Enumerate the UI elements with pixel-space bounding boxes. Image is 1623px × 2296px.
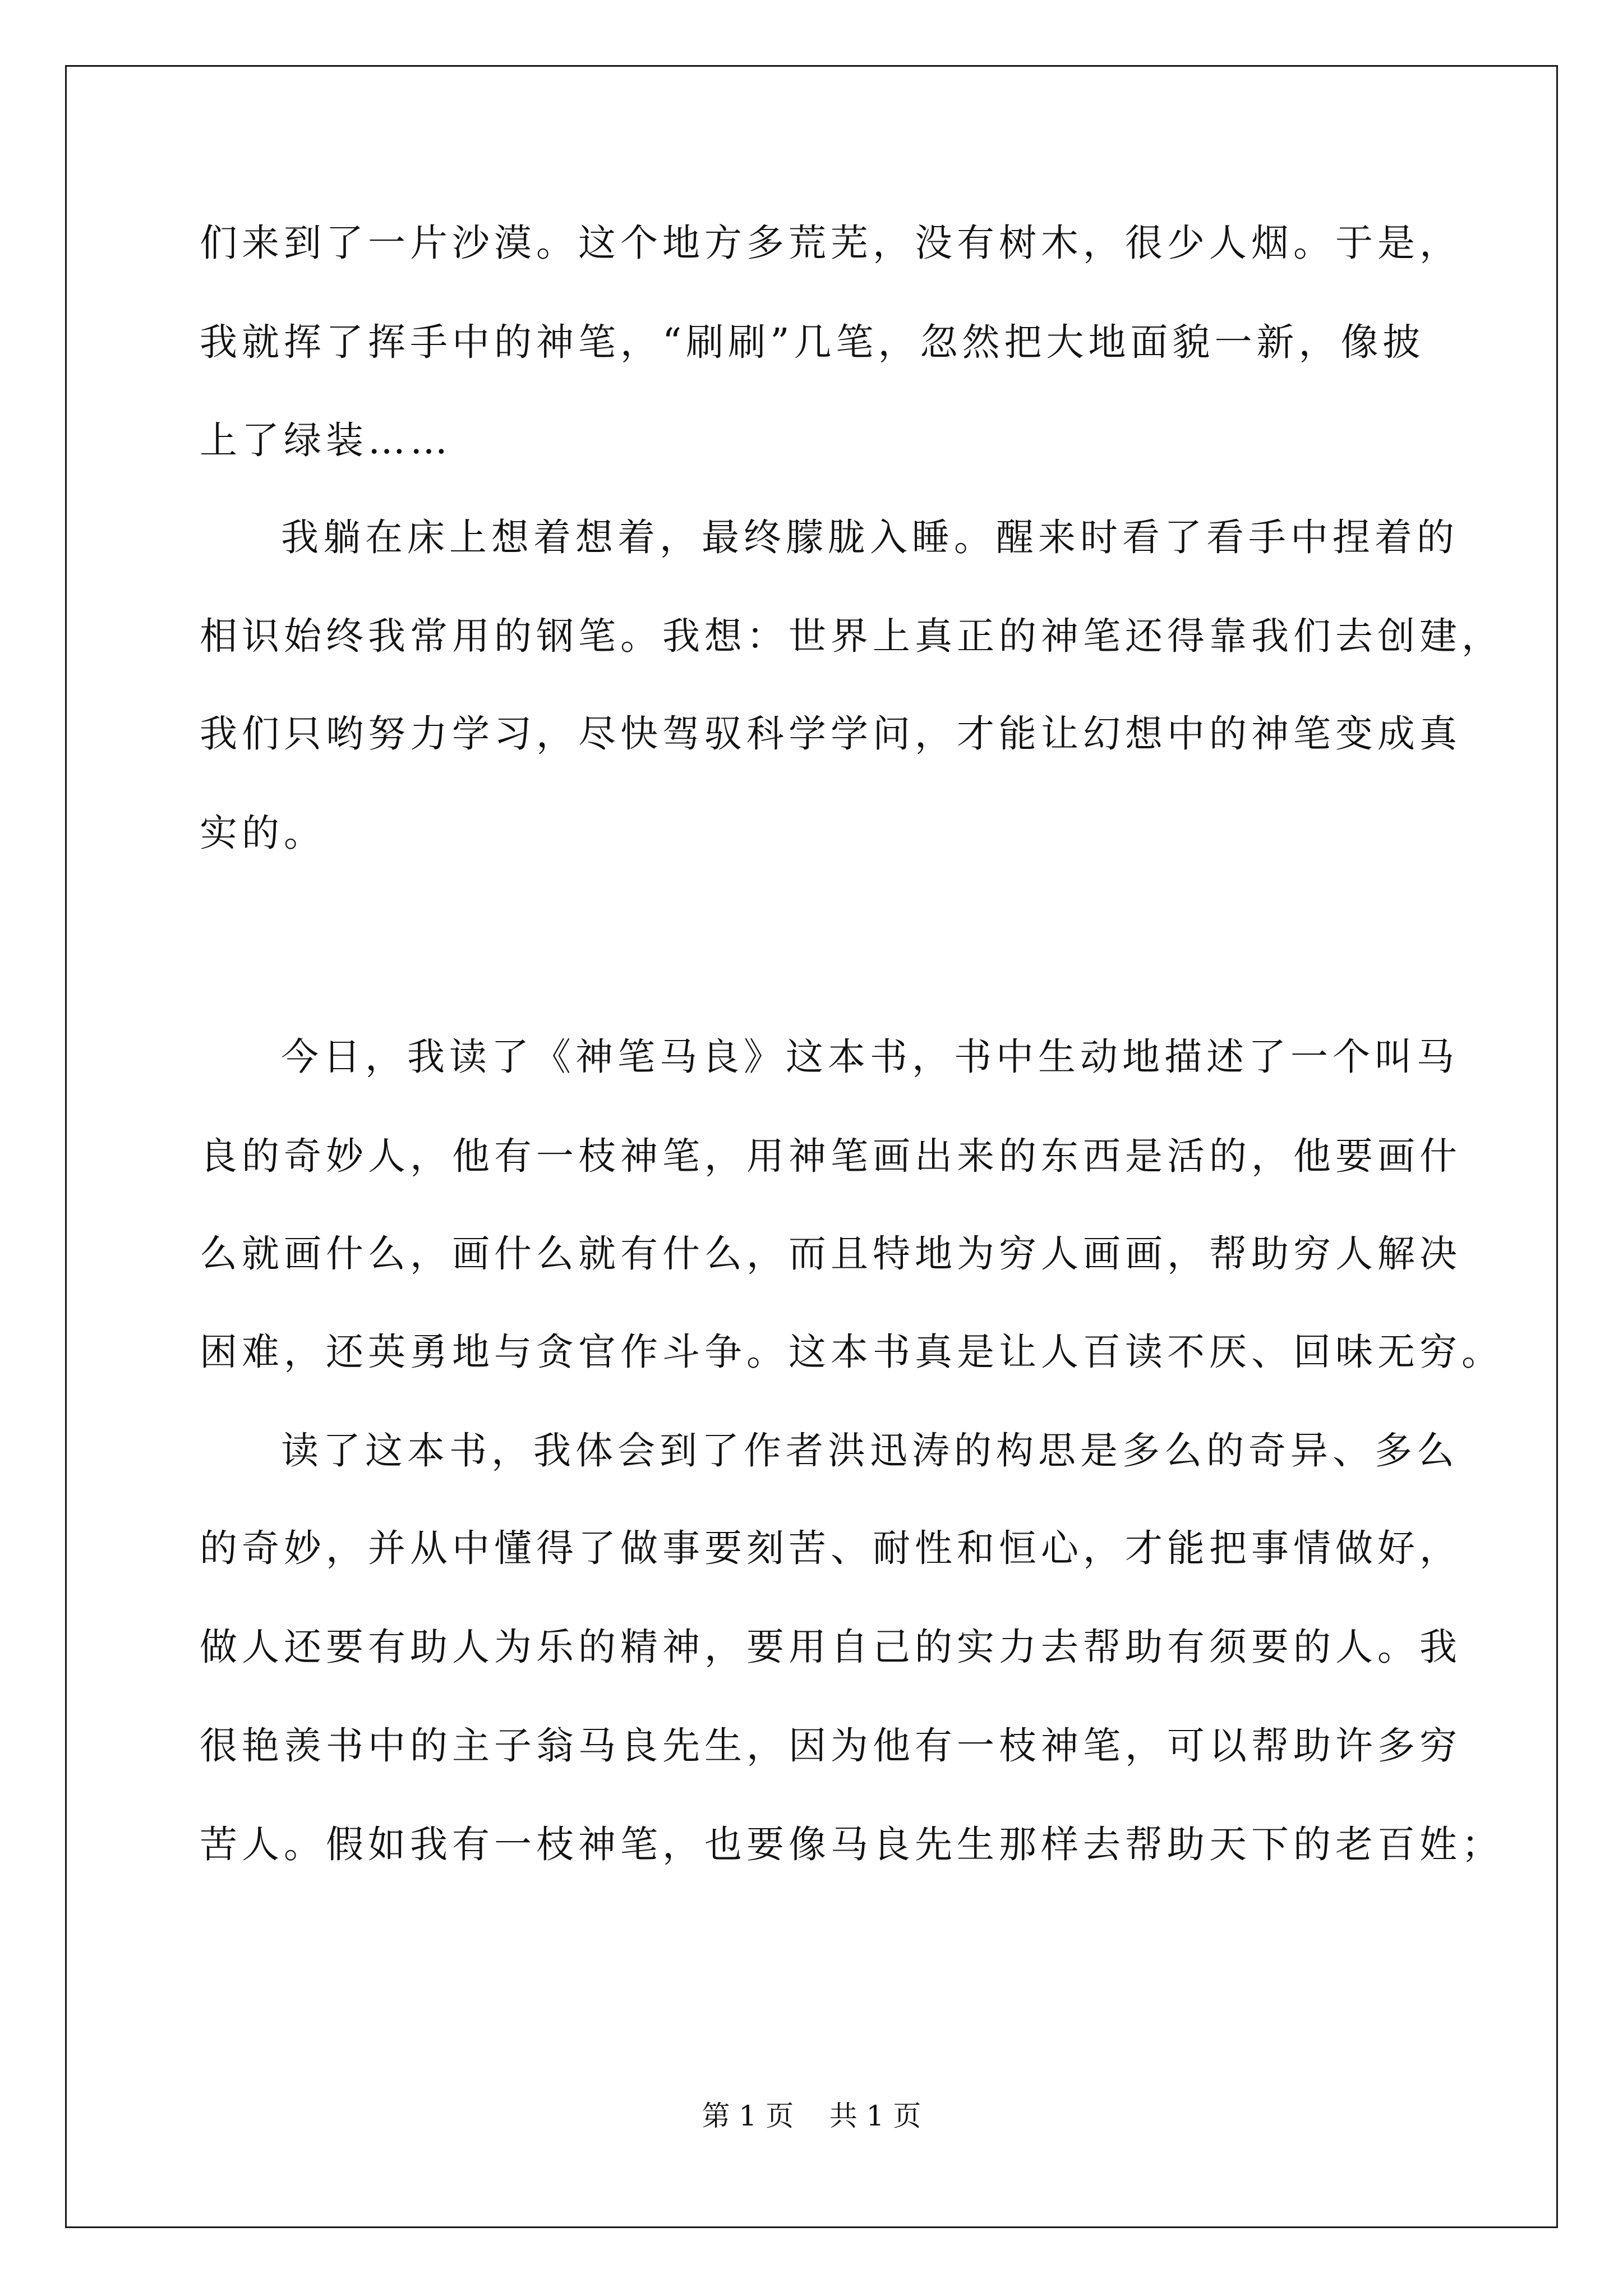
- text-line: 的奇妙，并从中懂得了做事要刻苦、耐性和恒心，才能把事情做好，: [200, 1526, 1461, 1570]
- text-line: 相识始终我常用的钢笔。我想：世界上真正的神笔还得靠我们去创建，: [200, 614, 1504, 658]
- text-line: 我就挥了挥手中的神笔，“刷刷”几笔，忽然把大地面貌一新，像披: [200, 320, 1425, 364]
- text-line: 么就画什么，画什么就有什么，而且特地为穷人画画，帮助穷人解决: [200, 1232, 1461, 1276]
- text-line: 我们只哟努力学习，尽快驾驭科学学问，才能让幻想中的神笔变成真: [200, 712, 1461, 756]
- text-line: 良的奇妙人，他有一枝神笔，用神笔画出来的东西是活的，他要画什: [200, 1134, 1461, 1178]
- text-line: 很艳羡书中的主子翁马良先生，因为他有一枝神笔，可以帮助许多穷: [200, 1724, 1461, 1768]
- paragraph-first-line: 今日，我读了《神笔马良》这本书，书中生动地描述了一个叫马: [281, 1035, 1459, 1079]
- text-line: 上了绿装……: [200, 418, 452, 462]
- paragraph-first-line: 我躺在床上想着想着，最终朦胧入睡。醒来时看了看手中捏着的: [281, 516, 1459, 559]
- text-line: 做人还要有助人为乐的精神，要用自己的实力去帮助有须要的人。我: [200, 1625, 1461, 1669]
- text-line: 实的。: [200, 811, 326, 855]
- text-line: 们来到了一片沙漠。这个地方多荒芜，没有树木，很少人烟。于是，: [200, 221, 1461, 265]
- page-number-footer: 第 1 页 共 1 页: [702, 2100, 921, 2132]
- text-line: 苦人。假如我有一枝神笔，也要像马良先生那样去帮助天下的老百姓；: [200, 1823, 1504, 1866]
- paragraph-first-line: 读了这本书，我体会到了作者洪迅涛的构思是多么的奇异、多么: [281, 1429, 1459, 1473]
- text-line: 困难，还英勇地与贪官作斗争。这本书真是让人百读不厌、回味无穷。: [200, 1330, 1504, 1374]
